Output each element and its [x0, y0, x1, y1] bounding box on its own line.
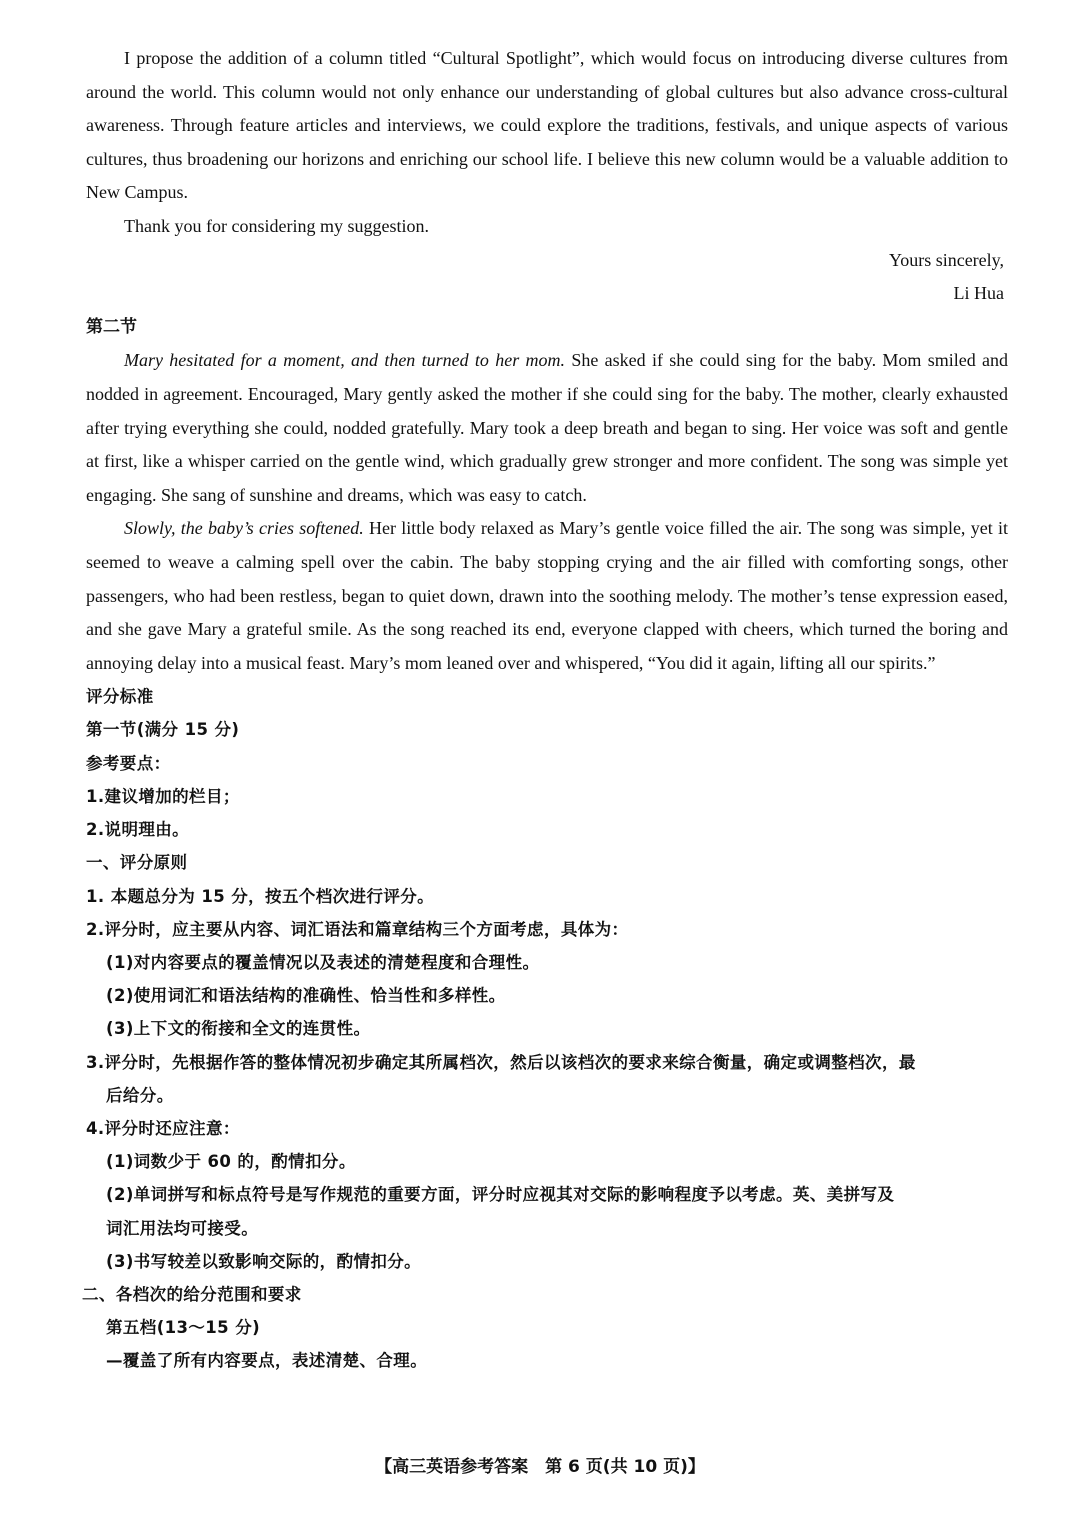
- rubric-rule-1: 1. 本题总分为 15 分，按五个档次进行评分。: [86, 886, 435, 906]
- rubric-point-2: 2.说明理由。: [86, 820, 190, 840]
- rubric-section-1: 第一节(满分 15 分): [86, 720, 240, 740]
- section-2-heading: 第二节: [86, 316, 137, 337]
- story-paragraph-1: [86, 344, 1008, 512]
- rubric-point-1: 1.建议增加的栏目；: [86, 786, 240, 806]
- rubric-level-5: 第五档(13～15 分): [106, 1318, 261, 1338]
- page-footer: 【高三英语参考答案 第 6 页(共 10 页)】: [375, 1457, 705, 1477]
- story-paragraph-1-lead: Mary hesitated for a moment, and then turned to her mom.: [124, 350, 566, 371]
- letter-closing: Yours sincerely,: [889, 249, 1004, 270]
- rubric-rule-2b: (2)使用词汇和语法结构的准确性、恰当性和多样性。: [106, 986, 506, 1006]
- rubric-points-title: 参考要点：: [86, 753, 171, 773]
- rubric-rule-3: 3.评分时，先根据作答的整体情况初步确定其所属档次，然后以该档次的要求来综合衡量，确定或调整档次，最: [86, 1052, 916, 1072]
- rubric-level-5-desc: —覆盖了所有内容要点，表述清楚、合理。: [106, 1351, 428, 1371]
- rubric-rule-3-cont: 后给分。: [106, 1085, 174, 1105]
- rubric-title: 评分标准: [86, 687, 154, 707]
- letter-signature: Li Hua: [953, 283, 1004, 304]
- rubric-rule-4c: (3)书写较差以致影响交际的，酌情扣分。: [106, 1251, 422, 1271]
- rubric-rule-2a: (1)对内容要点的覆盖情况以及表述的清楚程度和合理性。: [106, 952, 540, 972]
- story-paragraph-2: [86, 512, 1008, 680]
- rubric-rule-4a: (1)词数少于 60 的，酌情扣分。: [106, 1152, 356, 1172]
- story-paragraph-2-lead: Slowly, the baby’s cries softened.: [124, 518, 364, 539]
- story-paragraph-1-body: She asked if she could sing for the baby. Mom smiled and nodded in agreement. Encouraged, Mary gently asked the mother if she could sing for the baby. The mother, clearly exhausted after trying everything she could, nodded gratefully. Mary took a deep breath and began to sing. Her voice was soft and gentle at first, like a whisper carried on the gentle wind, which gradually grew stronger and more confident. The song was simple yet engaging. She sang of sunshine and dreams, which was easy to catch.: [86, 350, 1008, 505]
- rubric-rule-4: 4.评分时还应注意：: [86, 1118, 240, 1138]
- letter-paragraph-1: I propose the addition of a column titled “Cultural Spotlight”, which would focus on introducing diverse cultures from around the world. This column would not only enhance our understanding of global cultures but also advance cross-cultural awareness. Through feature articles and interviews, we could explore the traditions, festivals, and unique aspects of various cultures, thus broadening our horizons and enriching our school life. I believe this new column would be a valuable addition to New Campus.: [86, 48, 1008, 203]
- rubric-principles-title: 一、评分原则: [86, 853, 188, 873]
- rubric-rule-2c: (3)上下文的衔接和全文的连贯性。: [106, 1019, 371, 1039]
- rubric-rule-2: 2.评分时，应主要从内容、词汇语法和篇章结构三个方面考虑，具体为：: [86, 919, 629, 939]
- rubric-levels-title: 二、各档次的给分范围和要求: [82, 1284, 302, 1304]
- letter-paragraph-2: Thank you for considering my suggestion.: [124, 215, 429, 236]
- rubric-rule-4b: (2)单词拼写和标点符号是写作规范的重要方面，评分时应视其对交际的影响程度予以考虑。英、美拼写及: [106, 1185, 895, 1205]
- rubric-rule-4b-cont: 词汇用法均可接受。: [106, 1218, 259, 1238]
- story-paragraph-2-body: Her little body relaxed as Mary’s gentle voice filled the air. The song was simple, yet it seemed to weave a calming spell over the cabin. The baby stopping crying and the air filled with comforting songs, other passengers, who had been restless, began to quiet down, drawn into the soothing melody. The mother’s tense expression eased, and she gave Mary a grateful smile. As the song reached its end, everyone clapped with cheers, which turned the boring and annoying delay into a musical feast. Mary’s mom leaned over and whispered, “You did it again, lifting all our spirits.”: [86, 518, 1008, 673]
